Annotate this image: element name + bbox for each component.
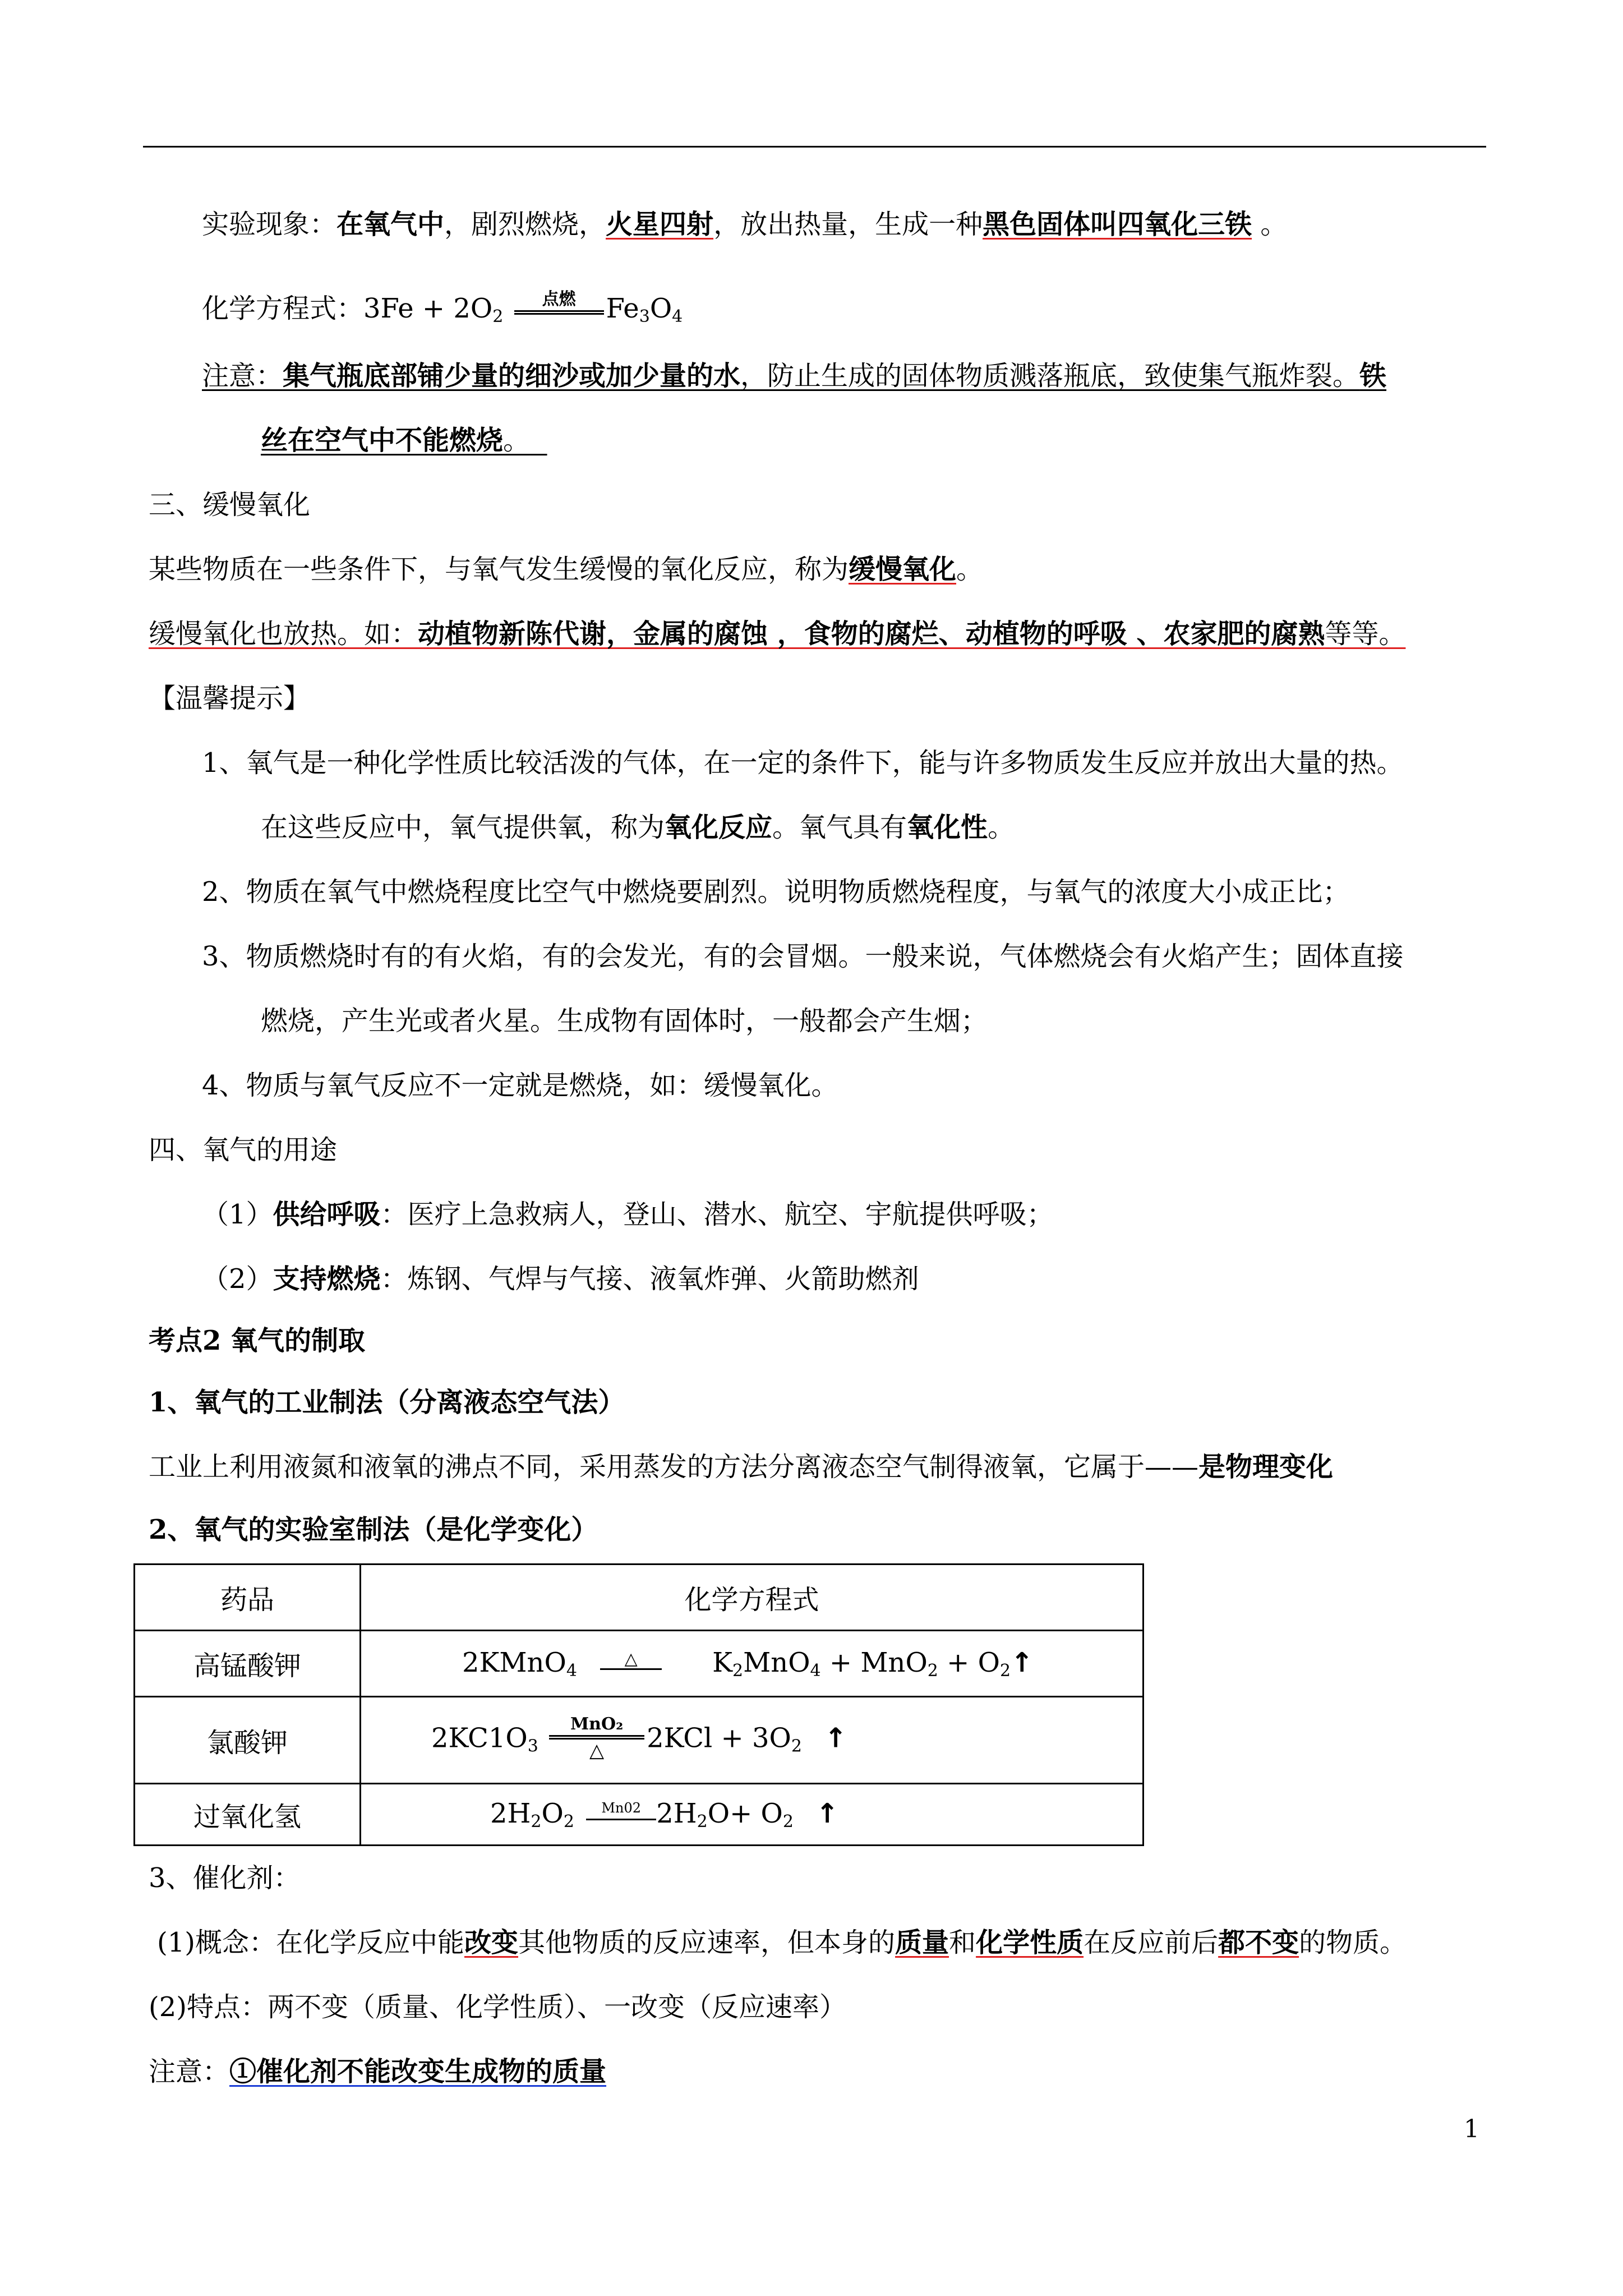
text: 。 (1252, 209, 1288, 240)
emphasis-underlined: 丝在空气中不能燃烧 (261, 425, 504, 456)
section-4-heading: 四、氧气的用途 (149, 1134, 338, 1166)
reaction-condition (549, 1715, 644, 1761)
text: O (649, 293, 672, 324)
use-2 (202, 1262, 919, 1296)
industrial-method-text (149, 1450, 1333, 1484)
text: ，防止生成的固体物质溅落瓶底，致使集气瓶炸裂。 (740, 360, 1360, 392)
emphasis: 氧化性 (907, 812, 988, 843)
subscript: 4 (672, 307, 683, 326)
text: 和 (949, 1927, 976, 1958)
subscript: 3 (639, 307, 650, 326)
gas-arrow-icon: ↑ (816, 1797, 839, 1829)
subscript: 2 (697, 1811, 708, 1832)
subscript: 3 (527, 1736, 538, 1756)
tip-3-line-2: 燃烧，产生光或者火星。生成物有固体时，一般都会产生烟； (261, 1005, 988, 1037)
table-row (135, 1697, 1144, 1784)
text: 。 (956, 554, 984, 585)
emphasis-underlined: 动植物新陈代谢，金属的腐蚀 ，食物的腐烂、动植物的呼吸 、农家肥的腐熟 (418, 618, 1325, 650)
tips-heading: 【温馨提示】 (149, 683, 311, 714)
text: Fe (606, 293, 639, 324)
product: + MnO (820, 1646, 928, 1678)
underline-tail (530, 425, 547, 456)
text: ：炼钢、气焊与气接、液氧炸弹、火箭助燃剂 (380, 1263, 919, 1295)
text: （1） (202, 1199, 273, 1230)
subscript: 2 (732, 1660, 744, 1681)
heat-symbol: △ (589, 1740, 605, 1762)
tip-1-line-2 (261, 811, 1015, 844)
section-3-heading: 三、缓慢氧化 (149, 489, 311, 521)
topic-2-heading (149, 1324, 365, 1358)
text: 。 (988, 812, 1015, 843)
text: (1)概念：在化学反应中能 (157, 1927, 464, 1958)
reaction-condition (600, 1651, 662, 1671)
note-line-1 (202, 359, 1386, 393)
text-underlined: 缓慢氧化也放热。如： (149, 618, 418, 650)
tip-2: 2、物质在氧气中燃烧程度比空气中燃烧要剧烈。说明物质燃烧程度，与氧气的浓度大小成正比； (202, 876, 1350, 908)
tip-1-line-1: 1、氧气是一种化学性质比较活泼的气体，在一定的条件下，能与许多物质发生反应并放出大量的热。 (202, 747, 1404, 779)
equation-line (202, 289, 683, 334)
use-1 (202, 1198, 1054, 1231)
equation-cell (361, 1784, 1144, 1846)
lab-preparation-table (133, 1563, 1144, 1846)
catalyst-concept (157, 1926, 1407, 1959)
text: ，剧烈燃烧， (444, 209, 606, 240)
reaction-bar (586, 1819, 656, 1820)
product: 2H (656, 1797, 697, 1829)
reaction-condition (514, 290, 604, 316)
text: 某些物质在一些条件下，与氧气发生缓慢的氧化反应，称为 (149, 554, 849, 585)
emphasis-underlined: 缓慢氧化 (849, 554, 957, 585)
emphasis-underlined: 质量 (895, 1927, 949, 1958)
emphasis: 供给呼吸 (273, 1199, 381, 1230)
header-rule (143, 146, 1486, 148)
industrial-method-heading (149, 1386, 625, 1419)
subscript: 2 (927, 1660, 938, 1681)
subscript: 2 (492, 307, 504, 326)
reaction-condition (586, 1798, 656, 1821)
reaction-bar (514, 310, 604, 312)
emphasis-underlined: 火星四射 (606, 209, 714, 240)
table-header-row (135, 1565, 1144, 1631)
product: MnO (743, 1646, 810, 1678)
heading-text: 2、氧气的实验室制法（是化学变化） (149, 1514, 598, 1545)
text: 在反应前后 (1083, 1927, 1219, 1958)
subscript: 2 (782, 1811, 794, 1832)
slow-oxidation-examples (149, 617, 1405, 651)
emphasis-underlined: 集气瓶底部铺少量的细沙或加少量的水 (283, 360, 741, 392)
heading-text: 1、氧气的工业制法（分离液态空气法） (149, 1387, 625, 1418)
emphasis: 是物理变化 (1198, 1451, 1334, 1483)
text: ：医疗上急救病人，登山、潜水、航空、宇航提供呼吸； (380, 1199, 1054, 1230)
reactant: 2KC1O (431, 1722, 528, 1754)
subscript: 4 (566, 1660, 577, 1681)
label: 实验现象： (202, 209, 337, 240)
catalyst-features: (2)特点：两不变（质量、化学性质）、一改变（反应速率） (149, 1991, 846, 2023)
catalyst-heading: 3、催化剂： (149, 1862, 301, 1894)
condition-text: 点燃 (542, 289, 576, 309)
header-equation: 化学方程式 (361, 1565, 1144, 1631)
catalyst-note (149, 2055, 606, 2088)
equation-cell (361, 1631, 1144, 1697)
gas-arrow-icon: ↑ (1011, 1646, 1034, 1678)
text: 。 (503, 425, 531, 456)
emphasis: 氧化反应 (665, 812, 773, 843)
text: 化学方程式：3Fe + 2O (202, 293, 493, 324)
heading-text: 考点2 氧气的制取 (149, 1325, 366, 1356)
text: 。氧气具有 (772, 812, 907, 843)
reactant: 2KMnO (462, 1646, 566, 1678)
emphasis-underlined: 铁 (1359, 360, 1387, 392)
emphasis-underlined: 都不变 (1218, 1927, 1299, 1958)
table-row (135, 1784, 1144, 1846)
emphasis-underlined: ①催化剂不能改变生成物的质量 (229, 2056, 607, 2087)
text: 的物质。 (1299, 1927, 1407, 1958)
product: + O (938, 1646, 1000, 1678)
text: 在这些反应中，氧气提供氧，称为 (261, 812, 665, 843)
reaction-bar (549, 1735, 644, 1737)
tip-3-line-1: 3、物质燃烧时有的有火焰，有的会发光，有的会冒烟。一般来说，气体燃烧会有火焰产生；固体直接 (202, 941, 1404, 972)
text: （2） (202, 1263, 273, 1295)
product: K (712, 1646, 733, 1678)
drug-name: 氯酸钾 (135, 1697, 361, 1784)
emphasis: 在氧气中 (336, 209, 445, 240)
text: ，放出热量，生成一种 (713, 209, 983, 240)
gas-arrow-icon: ↑ (824, 1722, 847, 1754)
text: 工业上利用液氮和液氧的沸点不同，采用蒸发的方法分离液态空气制得液氧，它属于—— (149, 1451, 1199, 1483)
drug-name: 过氧化氢 (135, 1784, 361, 1846)
subscript: 2 (531, 1811, 542, 1832)
reactant: O (541, 1797, 564, 1829)
header-drug: 药品 (135, 1565, 361, 1631)
emphasis-underlined: 改变 (464, 1927, 519, 1958)
text-underlined: 等等。 (1325, 618, 1406, 650)
tip-4: 4、物质与氧气反应不一定就是燃烧，如：缓慢氧化。 (202, 1070, 838, 1101)
slow-oxidation-def (149, 553, 983, 586)
product: 2KCl + 3O (647, 1722, 791, 1754)
subscript: 2 (563, 1811, 574, 1832)
page-number: 1 (1464, 2115, 1479, 2143)
product: O+ O (707, 1797, 783, 1829)
catalyst-text: Mn02 (601, 1800, 641, 1816)
subscript: 4 (810, 1660, 821, 1681)
lab-method-heading (149, 1513, 598, 1547)
equation-cell (361, 1697, 1144, 1784)
heat-symbol: △ (624, 1649, 638, 1669)
text: 其他物质的反应速率，但本身的 (518, 1927, 896, 1958)
drug-name: 高锰酸钾 (135, 1631, 361, 1697)
label: 注意： (149, 2056, 230, 2087)
reactant: 2H (490, 1797, 531, 1829)
table-row (135, 1631, 1144, 1697)
catalyst-text: MnO₂ (570, 1714, 624, 1734)
phenomenon-line (202, 208, 1287, 241)
subscript: 2 (791, 1736, 802, 1756)
reaction-bar (514, 313, 604, 315)
note-line-2 (261, 424, 547, 457)
emphasis: 支持燃烧 (273, 1263, 381, 1295)
emphasis-underlined: 化学性质 (976, 1927, 1084, 1958)
label: 注意： (202, 360, 283, 392)
subscript: 2 (999, 1660, 1011, 1681)
emphasis-underlined: 黑色固体叫四氧化三铁 (983, 209, 1252, 240)
